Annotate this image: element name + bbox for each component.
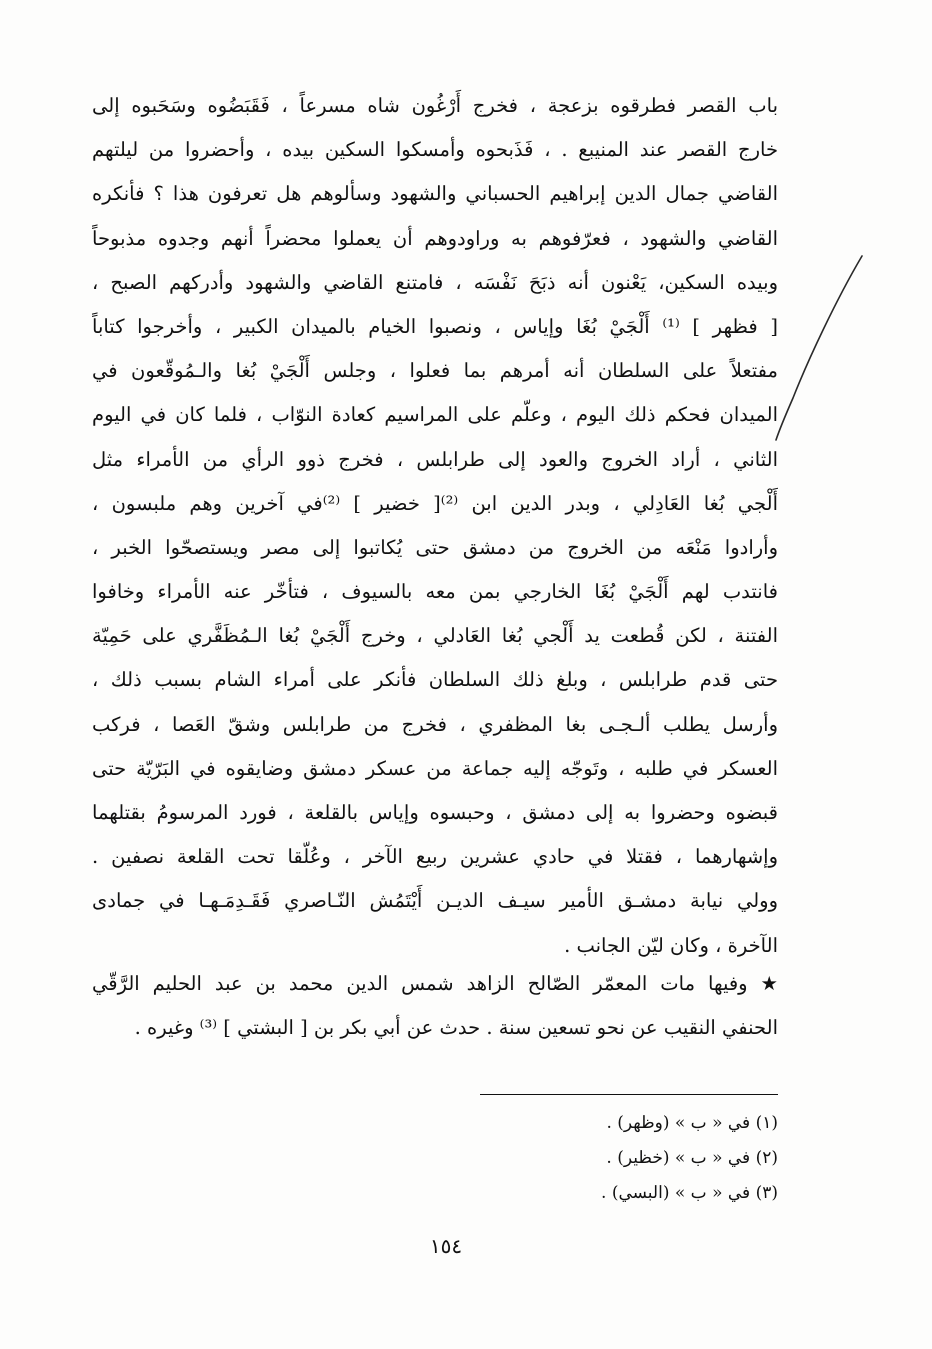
footnote-separator <box>480 1094 778 1095</box>
footnote: (٣) في « ب » (البسي) . <box>601 1183 778 1203</box>
main-text-block <box>92 84 778 968</box>
text-line: أَلْجي بُغا العَادِلي ، وبدر الدين ابن ⁽²⁾[ خضير ] ⁽²⁾في آخرين وهم ملبسون ، <box>92 491 778 515</box>
text-line: وإشهارهما ، فقتلا في حادي عشرين ربيع الآخر ، وعُلّقا تحت القلعة نصفين . <box>92 845 778 869</box>
text-line: وولي نيابة دمشـق الأمير سيـف الديـن أَيْتَمُش النّـاصري فَقَـدِمَـهـا في جمادى <box>92 889 778 913</box>
footnote: (١) في « ب » (وظهر) . <box>606 1113 778 1133</box>
text-line: الحنفي النقيب عن نحو تسعين سنة . حدث عن أبي بكر بن [ البشتي ] ⁽³⁾ وغيره . <box>134 1016 778 1039</box>
text-line: القاضي والشهود ، فعرّفوهم به وراودوهم أن يعملوا محضراً أنهم وجدوه مذبوحاً <box>92 226 778 250</box>
text-line: الميدان فحكم ذلك اليوم ، وعلّم على المراسيم كعادة النوّاب ، فلما كان في اليوم <box>92 403 778 427</box>
text-line: وأرسل يطلب ألـجـى بغا المظفري ، فخرج من طرابلس وشقّ العَصا ، فركب <box>92 712 778 736</box>
text-line: قبضوه وحضروا به إلى دمشق ، وحبسوه وإياس بالقلعة ، فورد المرسومُ بقتلهما <box>92 801 778 824</box>
text-line: الآخرة ، وكان ليّن الجانب . <box>564 933 778 957</box>
text-line: باب القصر فطرقوه بزعجة ، فخرج أَرْغُون شاه مسرعاً ، فَقَبَضُوه وسَحَبوه إلى <box>92 94 778 117</box>
text-line: خارج القصر عند المنيبع . ، فَذَبحوه وأمسكوا السكين بيده ، وأحضروا من ليلتهم <box>92 138 778 162</box>
text-line: القاضي جمال الدين إبراهيم الحسباني والشهود وسألوهم هل تعرفون هذا ؟ فأنكره <box>92 182 778 206</box>
text-line: حتى قدم طرابلس ، وبلغ ذلك السلطان فأنكر على أمراء الشام بسبب ذلك ، <box>92 668 778 692</box>
footnotes <box>440 1106 778 1211</box>
text-line: الفتنة ، لكن قُطعت يد أَلْجي بُغا العَادلي ، وخرج أَلْجَيْ بُغا الـمُظَفَّري على حَمِيّة <box>92 624 778 648</box>
text-line: وبيده السكين، يَعْنون أنه ذبَحَ نَفْسَه ، فامتنع القاضي والشهود وأدركهم الصبح ، <box>92 270 778 294</box>
text-line: فانتدب لهم أَلْجَيْ بُغَا الخارجي بمن معه بالسيوف ، فتأخّر عنه الأمراء وخافوا <box>92 580 778 604</box>
footnote: (٢) في « ب » (خظير) . <box>606 1148 778 1168</box>
text-line: [ فظهر ] ⁽¹⁾ أَلْجَيْ بُغَا وإياس ، ونصبوا الخيام بالميدان الكبير ، وأخرجوا كتاباً <box>92 314 778 338</box>
page-number: ١٥٤ <box>429 1234 463 1258</box>
text-line: الثاني ، أراد الخروج والعود إلى طرابلس ، فخرج ذوو الرأي من الأمراء مثل <box>92 447 778 471</box>
text-line: ★ وفيها مات المعمّر الصّالح الزاهد شمس الدين محمد بن عبد الحليم الرَّقّي <box>92 972 778 995</box>
text-line: مفتعلاً على السلطان أنه أمرهم بما فعلوا ، وجلس أَلْجَيْ بُغا والـمُوقّعون في <box>92 359 778 383</box>
obituary-paragraph <box>92 962 778 1050</box>
text-line: العسكر في طلبه ، وتَوجّه إليه جماعة من عسكر دمشق وضايقوه في البَرّيّة حتى <box>92 756 778 780</box>
text-line: وأرادوا مَنْعَه من الخروج من دمشق حتى يُكاتبوا إلى مصر ويستصحّوا الخبر ، <box>92 535 778 559</box>
